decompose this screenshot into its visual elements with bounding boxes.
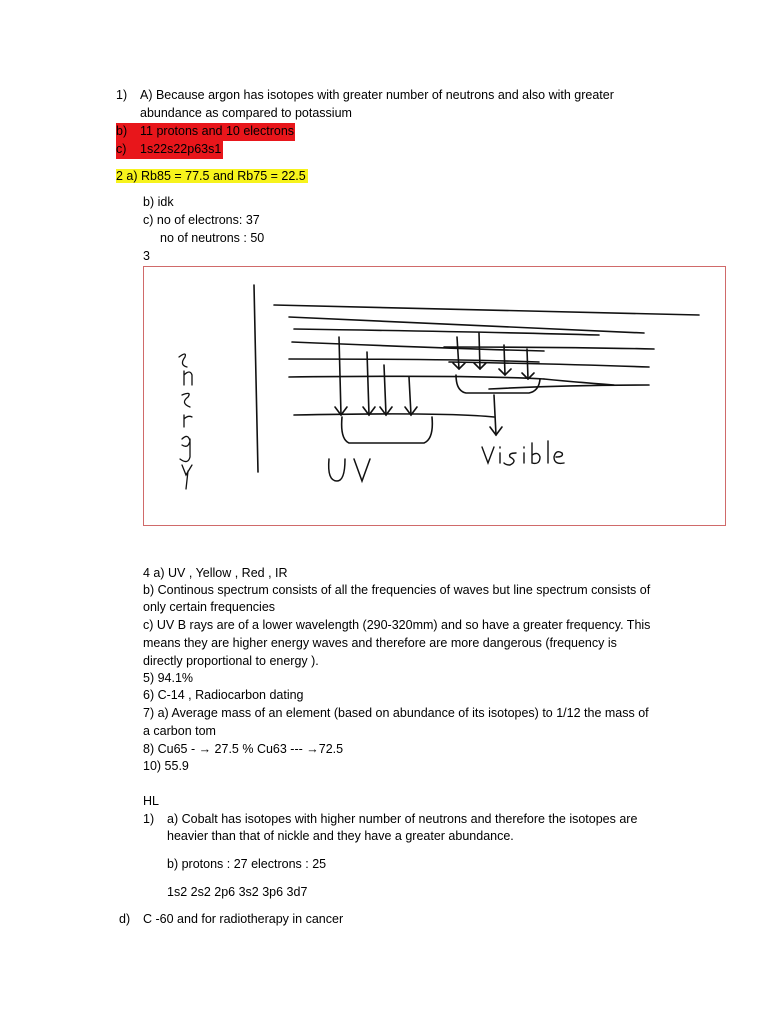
q4-c-line1: c) UV B rays are of a lower wavelength (290-320mm) and so have a greater frequency. This <box>143 618 651 632</box>
hl-d-text: C -60 and for radiotherapy in cancer <box>143 912 344 926</box>
q6: 6) C-14 , Radiocarbon dating <box>143 688 304 702</box>
q4-b-line2: only certain frequencies <box>143 600 276 614</box>
hl-a-line1: a) Cobalt has isotopes with higher number of neutrons and therefore the isotopes are <box>167 812 638 826</box>
hl-line-d <box>119 911 343 929</box>
q2-c-text2: no of neutrons : 50 <box>160 231 265 245</box>
q1-number: 1) <box>116 88 128 102</box>
q3-number: 3 <box>143 249 150 263</box>
hl-config: 1s2 2s2 2p6 3s2 3p6 3d7 <box>167 885 308 899</box>
q4-c-line2: means they are higher energy waves and therefore are more dangerous (frequency is <box>143 636 617 650</box>
energy-level-drawing <box>144 267 727 527</box>
q1-b-highlight <box>116 123 295 141</box>
hl-line-a1 <box>143 811 637 829</box>
q7-line2: a carbon tom <box>143 724 216 738</box>
q4-c-line3: directly proportional to energy ). <box>143 654 319 668</box>
q1-c-label: c) <box>116 142 127 156</box>
q2-line-a <box>116 168 308 186</box>
q8: 8) Cu65 - → 27.5 % Cu63 --- →72.5 <box>143 742 344 756</box>
q1-c-highlight <box>116 141 223 159</box>
q1-line-a <box>116 87 614 105</box>
q4-a: 4 a) UV , Yellow , Red , IR <box>143 566 288 580</box>
hl-number: 1) <box>143 812 155 826</box>
hl-heading: HL <box>143 794 159 808</box>
sketch-label-visible <box>147 268 148 269</box>
q2-c-text: c) no of electrons: 37 <box>143 213 260 227</box>
q5: 5) 94.1% <box>143 671 194 685</box>
q2-a-text: 2 a) Rb85 = 77.5 and Rb75 = 22.5 <box>116 169 306 183</box>
hl-b-text: b) protons : 27 electrons : 25 <box>167 857 327 871</box>
q2-b-text: b) idk <box>143 195 174 209</box>
q1-line-c <box>116 141 223 159</box>
energy-level-sketch <box>143 266 726 526</box>
q1-c-text: 1s22s22p63s1 <box>140 142 222 156</box>
q1-b-label: b) <box>116 124 128 138</box>
hl-a-line2: heavier than that of nickle and they have a greater abundance. <box>167 829 514 843</box>
q1-b-text: 11 protons and 10 electrons <box>140 124 295 138</box>
q10: 10) 55.9 <box>143 759 189 773</box>
q1-line-b <box>116 123 295 141</box>
q7-line1: 7) a) Average mass of an element (based on abundance of its isotopes) to 1/12 the mass of <box>143 706 649 720</box>
q1-answer-a-line2: abundance as compared to potassium <box>140 106 352 120</box>
q1-answer-a-line1: A) Because argon has isotopes with greater number of neutrons and also with greater <box>140 88 614 102</box>
q4-b-line1: b) Continous spectrum consists of all the frequencies of waves but line spectrum consists of <box>143 583 651 597</box>
hl-d-label: d) <box>119 912 131 926</box>
